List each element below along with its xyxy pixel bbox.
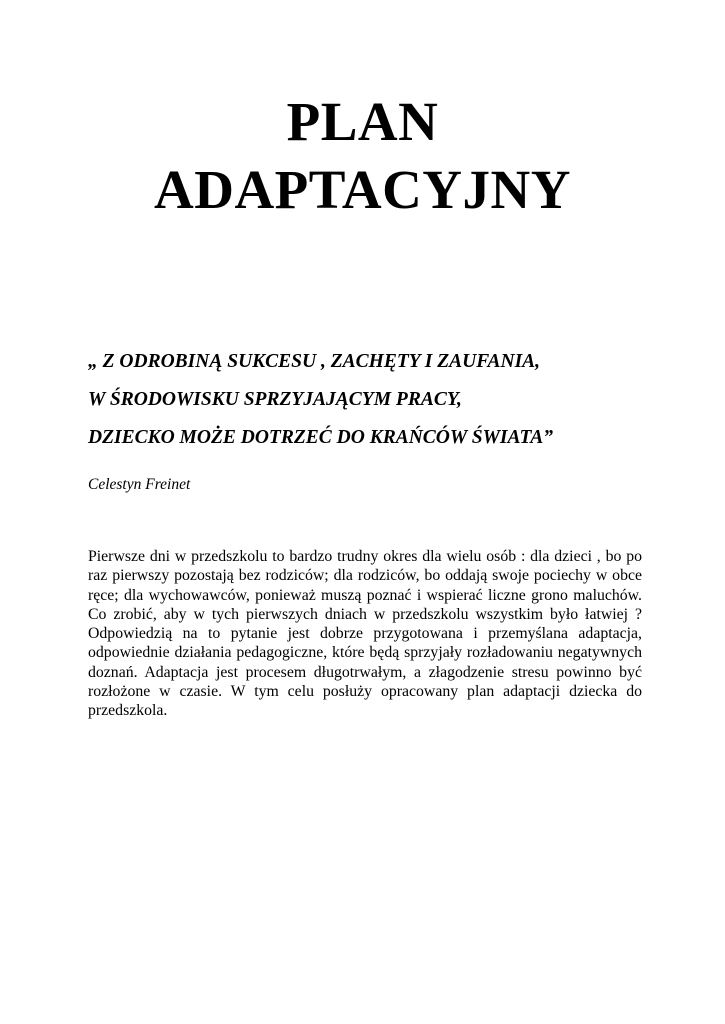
title-line-1: PLAN: [286, 91, 439, 152]
title-line-2: ADAPTACYJNY: [154, 159, 571, 220]
document-title: [0, 88, 725, 224]
quote-line-3: DZIECKO MOŻE DOTRZEĆ DO KRAŃCÓW ŚWIATA”: [88, 427, 554, 448]
quote-line-1: „ Z ODROBINĄ SUKCESU , ZACHĘTY I ZAUFANIA,: [88, 351, 541, 372]
quote-author: Celestyn Freinet: [88, 476, 191, 493]
quote-line-2: W ŚRODOWISKU SPRZYJAJĄCYM PRACY,: [88, 389, 462, 410]
motto-quote: [88, 343, 648, 457]
body-paragraph: Pierwsze dni w przedszkolu to bardzo trudny okres dla wielu osób : dla dzieci , bo po raz pierwszy pozostają bez rodziców; dla rodziców, bo oddają swoje pociechy w obce ręce; dla wychowawców, ponieważ muszą poznać i wspierać liczne grono maluchów. Co zrobić, aby w tych pierwszych dniach w przedszkolu wszystkim było łatwiej ? Odpowiedzią na to pytanie jest dobrze przygotowana i przemyślana adaptacja, odpowiednie działania pedagogiczne, które będą sprzyjały rozładowaniu negatywnych doznań. Adaptacja jest procesem długotrwałym, a złagodzenie stresu powinno być rozłożone w czasie. W tym celu posłuży opracowany plan adaptacji dziecka do przedszkola.: [88, 548, 642, 720]
